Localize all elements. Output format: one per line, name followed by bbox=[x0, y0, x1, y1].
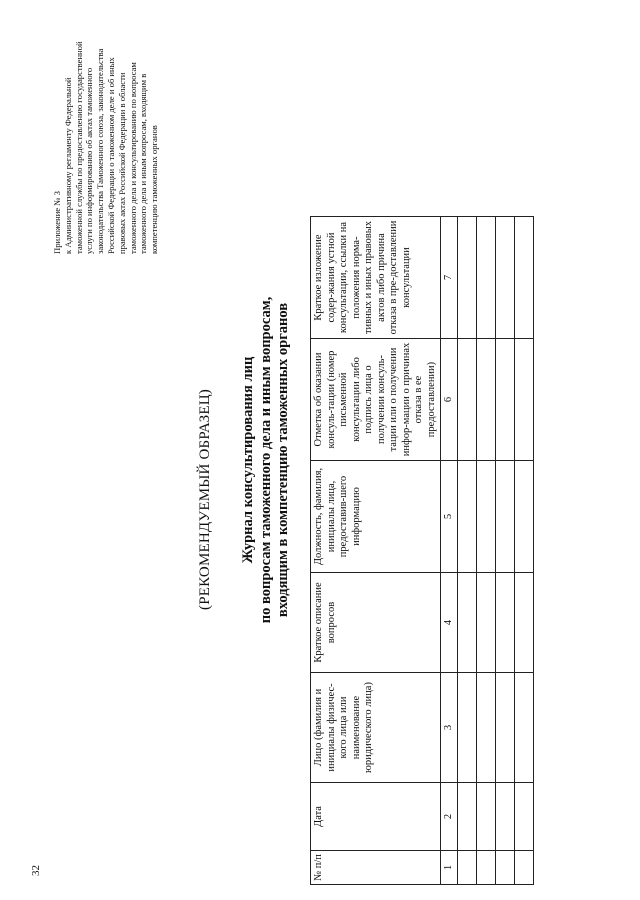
journal-table bbox=[310, 216, 534, 885]
table-cell bbox=[496, 783, 515, 851]
table-cell bbox=[515, 339, 534, 461]
table-cell bbox=[515, 217, 534, 339]
appendix-line: компетенцию таможенных органов bbox=[149, 125, 160, 254]
column-number: 4 bbox=[441, 573, 458, 673]
column-number: 2 bbox=[441, 783, 458, 851]
header-person: Лицо (фамилия и инициалы физичес-кого лица или наименование юридического лица) bbox=[311, 673, 441, 783]
appendix-line: законодательства Таможенного союза, законодательства bbox=[95, 48, 106, 254]
column-number: 5 bbox=[441, 461, 458, 573]
header-questions: Краткое описание вопросов bbox=[311, 573, 441, 673]
table-cell bbox=[458, 851, 477, 885]
header-official: Должность, фамилия, инициалы лица, предоставив-шего информацию bbox=[311, 461, 441, 573]
table-cell bbox=[496, 573, 515, 673]
journal-title-line2: по вопросам таможенного дела и иным вопросам, bbox=[257, 296, 274, 624]
column-number: 1 bbox=[441, 851, 458, 885]
page-number: 32 bbox=[30, 865, 42, 876]
table-header-row bbox=[311, 217, 441, 885]
table-cell bbox=[477, 673, 496, 783]
table-cell bbox=[458, 461, 477, 573]
table-cell bbox=[477, 461, 496, 573]
table-cell bbox=[458, 673, 477, 783]
table-cell bbox=[477, 339, 496, 461]
table-cell bbox=[496, 851, 515, 885]
table-cell bbox=[496, 339, 515, 461]
header-consultation-mark: Отметка об оказании консуль-тации (номер письменной консультации либо подпись лица о получении консуль-тации или о получении инфор-мации о причинах отказа в ее предоставлении) bbox=[311, 339, 441, 461]
table-cell bbox=[515, 461, 534, 573]
table-row bbox=[496, 217, 515, 885]
table-cell bbox=[477, 217, 496, 339]
journal-title-line3: входящим в компетенцию таможенных органов bbox=[275, 302, 291, 618]
column-number-row bbox=[441, 217, 458, 885]
table-cell bbox=[515, 783, 534, 851]
appendix-line: Российской Федерации о таможенном деле и об иных bbox=[105, 57, 116, 254]
journal-title bbox=[240, 140, 293, 780]
table-cell bbox=[515, 851, 534, 885]
table-cell bbox=[458, 573, 477, 673]
table-cell bbox=[458, 339, 477, 461]
appendix-line: таможенной службы по предоставлению государственной bbox=[73, 41, 84, 254]
header-date: Дата bbox=[311, 783, 441, 851]
table-cell bbox=[515, 673, 534, 783]
table-cell bbox=[496, 217, 515, 339]
appendix-line: правовых актах Российской Федерации в области bbox=[116, 72, 127, 254]
table-row bbox=[515, 217, 534, 885]
table-cell bbox=[496, 673, 515, 783]
column-number: 3 bbox=[441, 673, 458, 783]
table-cell bbox=[477, 573, 496, 673]
table-cell bbox=[496, 461, 515, 573]
table-cell bbox=[458, 783, 477, 851]
appendix-header bbox=[52, 4, 160, 254]
header-number: № п/п bbox=[311, 851, 441, 885]
appendix-line: услуги по информированию об актах таможенного bbox=[84, 67, 95, 254]
table-cell bbox=[477, 851, 496, 885]
appendix-line: к Административному регламенту Федеральной bbox=[62, 77, 73, 254]
column-number: 7 bbox=[441, 217, 458, 339]
table-cell bbox=[458, 217, 477, 339]
header-consultation-summary: Краткое изложение содер-жания устной консультации, ссылки на положения норма-тивных и иных правовых актов либо причина отказа в пре-доставлении консультации bbox=[311, 217, 441, 339]
column-number: 6 bbox=[441, 339, 458, 461]
journal-title-line1: Журнал консультирования лиц bbox=[240, 356, 256, 564]
recommended-sample-label: (РЕКОМЕНДУЕМЫЙ ОБРАЗЕЦ) bbox=[197, 389, 213, 610]
appendix-line: Приложение № 3 bbox=[52, 191, 62, 254]
table-cell bbox=[515, 573, 534, 673]
table-row bbox=[458, 217, 477, 885]
table-row bbox=[477, 217, 496, 885]
appendix-line: таможенного дела и консультированию по вопросам bbox=[127, 62, 138, 254]
appendix-line: таможенного дела и иным вопросам, входящим в bbox=[138, 73, 149, 254]
table-cell bbox=[477, 783, 496, 851]
